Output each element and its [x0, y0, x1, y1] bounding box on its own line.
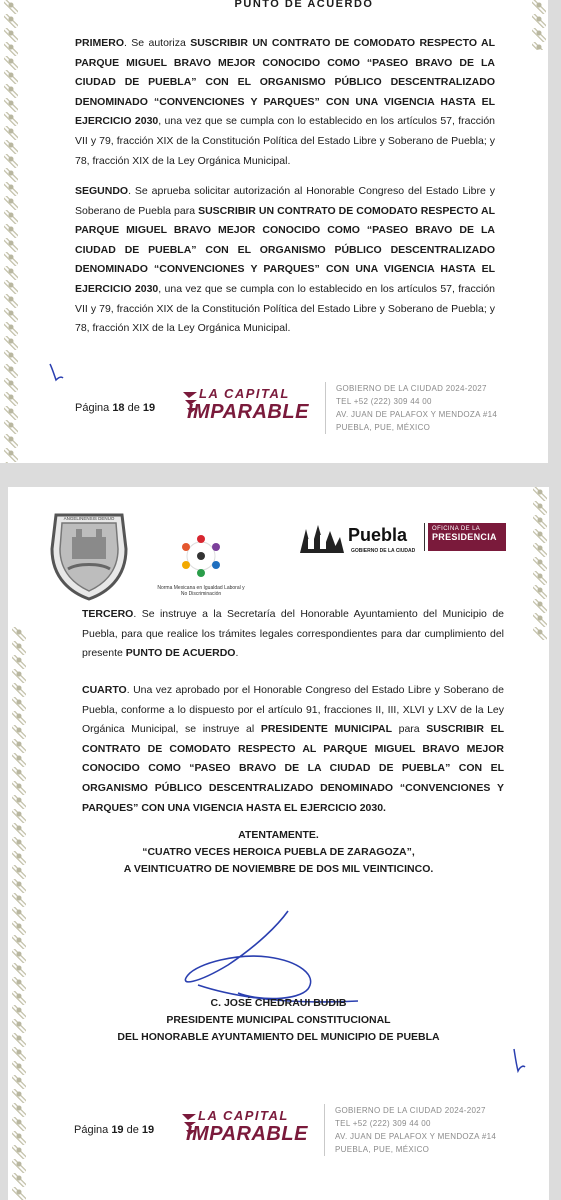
paragraph-primero: PRIMERO. Se autoriza SUSCRIBIR UN CONTRATO DE COMODATO RESPECTO AL PARQUE MIGUEL BRAVO MEJOR CONOCIDO COMO “PASEO BRAVO DE LA CIUDAD DE PUEBLA” CON EL ORGANISMO PÚBLICO DESCENTRALIZADO DENOMINADO “CONVENCIONES Y PARQUES” CON UNA VIGENCIA HASTA EL EJERCICIO 2030, una vez que se cumpla con lo establecido en los artículos 57, fracción VII y 79, fracción XIX de la Constitución Política del Estado Libre y Soberano de Puebla; y 78, fracción XIX de la Ley Orgánica Municipal. [75, 37, 495, 167]
page-footer [74, 1102, 544, 1162]
page-number: Página 18 de 19 [75, 402, 156, 414]
document-page-18 [0, 0, 548, 463]
oficina-presidencia-badge: OFICINA DE LA PRESIDENCIA [428, 523, 506, 551]
signer-block: C. JOSÉ CHEDRAUI BUDIB PRESIDENTE MUNICIPAL CONSTITUCIONAL DEL HONORABLE AYUNTAMIENTO DEL MUNICIPIO DE PUEBLA [117, 997, 440, 1043]
page-footer [75, 380, 545, 440]
puebla-emblem-icon [296, 523, 346, 559]
paragraph-cuarto: CUARTO. Una vez aprobado por el Honorable Congreso del Estado Libre y Soberano de Puebla, conforme a lo dispuesto por el artículo 91, fracciones II, III, XLVI y LXV de la Ley Orgánica Municipal, se instruye al PRESIDENTE MUNICIPAL para SUSCRIBIR EL CONTRATO DE COMODATO RESPECTO AL PARQUE MIGUEL BRAVO MEJOR CONOCIDO COMO “PASEO BRAVO DE LA CIUDAD DE PUEBLA” CON EL ORGANISMO PÚBLICO DESCENTRALIZADO DENOMINADO “CONVENCIONES Y PARQUES” CON UNA VIGENCIA HASTA EL EJERCICIO 2030. [82, 684, 504, 814]
decorative-border-left [12, 627, 26, 1200]
document-page-19 [8, 487, 549, 1200]
contact-info: GOBIERNO DE LA CIUDAD 2024-2027 TEL +52 (222) 309 44 00 AV. JUAN DE PALAFOX Y MENDOZA #14 PUEBLA, PUE, MÉXICO [324, 1104, 496, 1156]
norma-igualdad-logo: Norma Mexicana en Igualdad Laboral y No Discriminación [156, 517, 246, 595]
decorative-border-left [4, 0, 18, 463]
la-capital-imparable-logo: LA CAPITAL IMPARABLE [178, 1108, 314, 1154]
initials-mark [508, 1047, 528, 1075]
decorative-border-right [533, 487, 547, 640]
paragraph-segundo: SEGUNDO. Se aprueba solicitar autorización al Honorable Congreso del Estado Libre y Soberano de Puebla para SUSCRIBIR UN CONTRATO DE COMODATO RESPECTO AL PARQUE MIGUEL BRAVO MEJOR CONOCIDO COMO “PASEO BRAVO DE LA CIUDAD DE PUEBLA” CON EL ORGANISMO PÚBLICO DESCENTRALIZADO DENOMINADO “CONVENCIONES Y PARQUES” CON UNA VIGENCIA HASTA EL EJERCICIO 2030, una vez que se cumpla con lo establecido en los artículos 57, fracción VII y 79, fracción XIX de la Constitución Política del Estado Libre y Soberano de Puebla; y 78, fracción XIX de la Ley Orgánica Municipal. [75, 185, 495, 335]
initials-mark [46, 362, 66, 384]
city-seal-logo: ANGELINENSIS DENUO [46, 509, 132, 601]
puebla-government-logo: Puebla GOBIERNO DE LA CIUDAD OFICINA DE LA PRESIDENCIA [296, 521, 506, 561]
la-capital-imparable-logo: LA CAPITAL IMPARABLE [179, 386, 315, 432]
paragraph-tercero: TERCERO. Se instruye a la Secretaría del Honorable Ayuntamiento del Municipio de Puebla, para que realice los trámites legales correspondientes para dar cumplimiento del presente PUNTO DE ACUERDO. [82, 608, 504, 660]
closing-block: ATENTAMENTE. “CUATRO VECES HEROICA PUEBLA DE ZARAGOZA”, A VEINTICUATRO DE NOVIEMBRE DE DOS MIL VEINTICINCO. [123, 829, 434, 875]
contact-info: GOBIERNO DE LA CIUDAD 2024-2027 TEL +52 (222) 309 44 00 AV. JUAN DE PALAFOX Y MENDOZA #14 PUEBLA, PUE, MÉXICO [325, 382, 497, 434]
section-heading: PUNTO DE ACUERDO [234, 0, 374, 10]
page-number: Página 19 de 19 [74, 1124, 155, 1136]
